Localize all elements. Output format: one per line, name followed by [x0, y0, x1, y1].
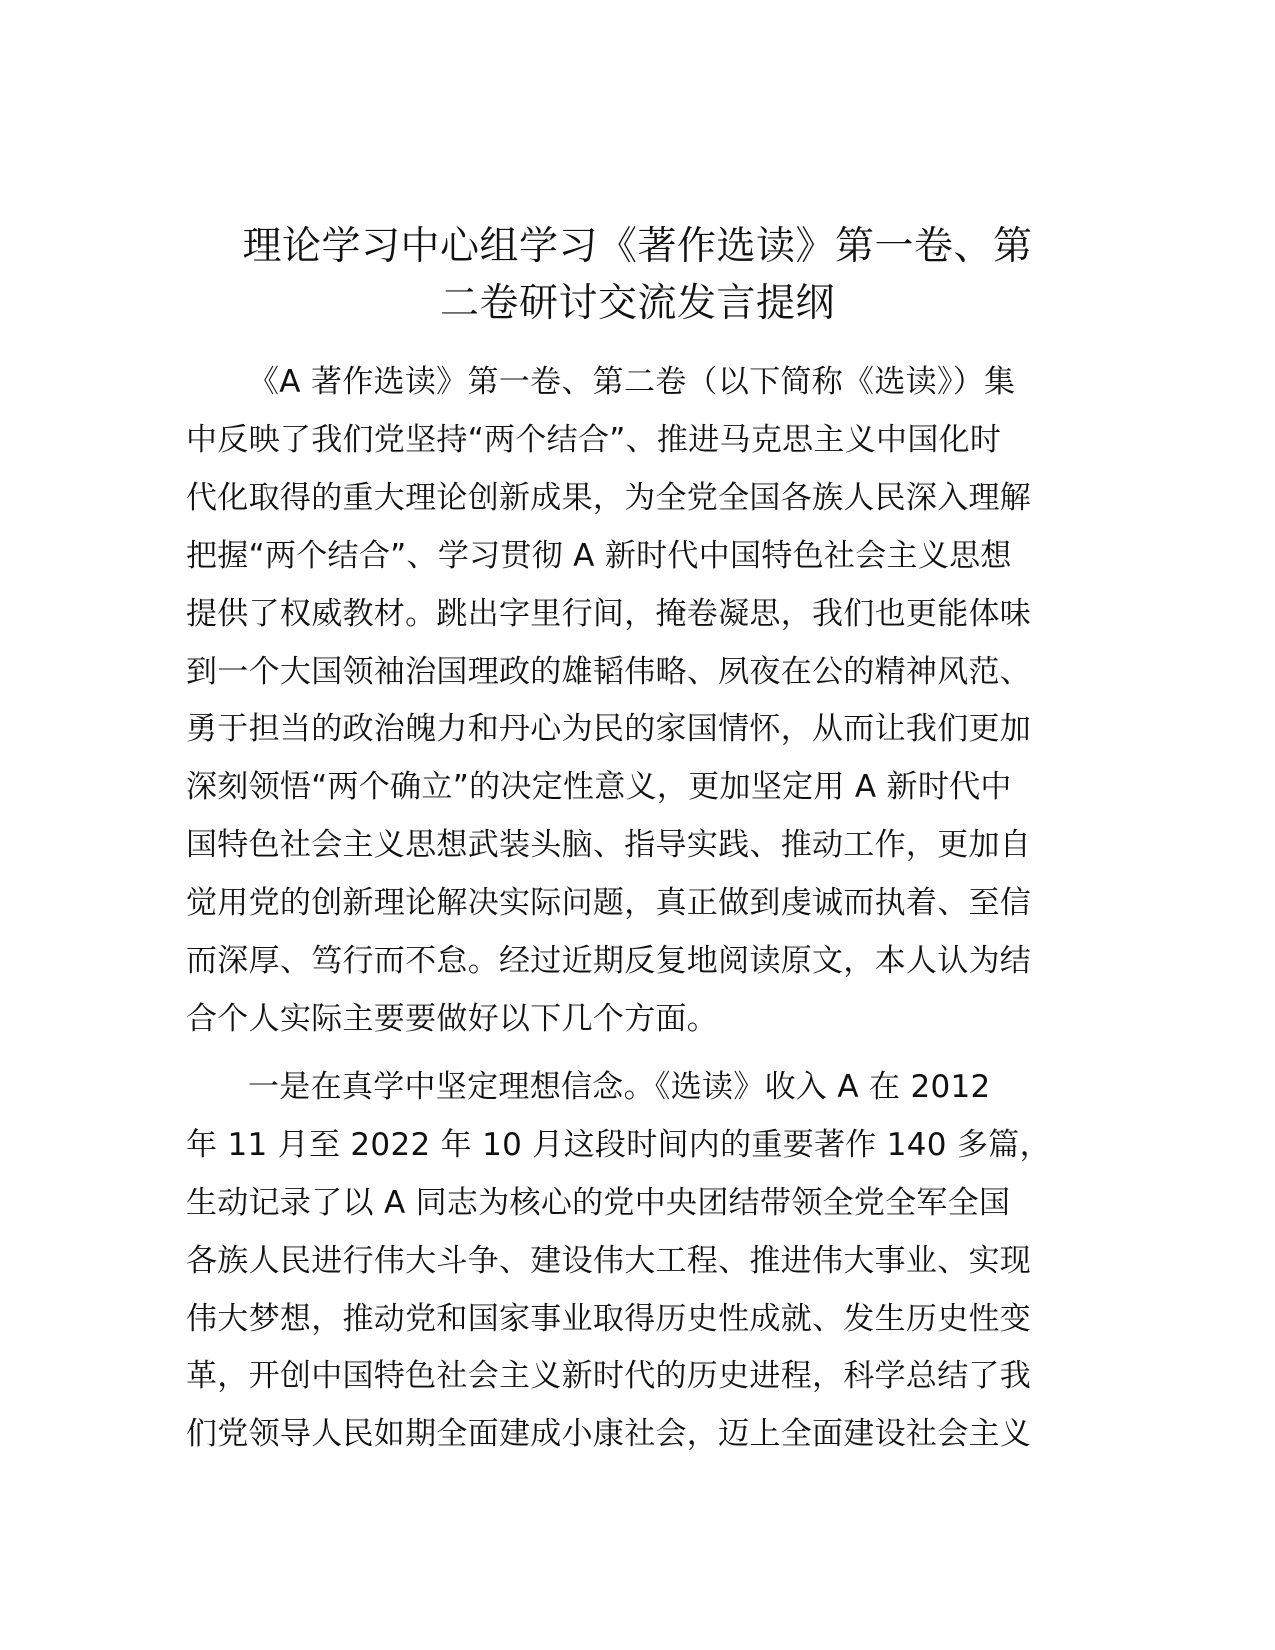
- text-line: 生动记录了以 A 同志为核心的党中央团结带领全党全军全国: [186, 1184, 1011, 1221]
- text-line: 勇于担当的政治魄力和丹心为民的家国情怀，从而让我们更加: [186, 711, 1032, 748]
- paragraph-point-one: [186, 1059, 1086, 1464]
- text-line: 把握“两个结合”、学习贯彻 A 新时代中国特色社会主义思想: [186, 537, 1012, 574]
- text-line: 觉用党的创新理论解决实际问题，真正做到虔诚而执着、至信: [186, 885, 1032, 922]
- paragraph-intro: [186, 354, 1086, 1049]
- text-line: 们党领导人民如期全面建成小康社会，迈上全面建设社会主义: [186, 1416, 1032, 1453]
- text-line: 到一个大国领袖治国理政的雄韬伟略、夙夜在公的精神风范、: [186, 653, 1032, 690]
- text-line: 代化取得的重大理论创新成果，为全党全国各族人民深入理解: [186, 479, 1032, 516]
- text-line: 深刻领悟“两个确立”的决定性意义，更加坚定用 A 新时代中: [186, 769, 1012, 806]
- text-line: 而深厚、笃行而不怠。经过近期反复地阅读原文，本人认为结: [186, 943, 1032, 980]
- title-line-2: 二卷研讨交流发言提纲: [439, 281, 835, 326]
- document-body: [186, 354, 1086, 1474]
- text-line: 提供了权威教材。跳出字里行间，掩卷凝思，我们也更能体味: [186, 595, 1032, 632]
- text-line: 国特色社会主义思想武装头脑、指导实践、推动工作，更加自: [186, 827, 1032, 864]
- text-line: 中反映了我们党坚持“两个结合”、推进马克思主义中国化时: [186, 421, 1002, 458]
- text-line: 一是在真学中坚定理想信念。《选读》收入 A 在 2012: [248, 1068, 991, 1105]
- document-title: [150, 218, 1125, 332]
- text-line: 革，开创中国特色社会主义新时代的历史进程，科学总结了我: [186, 1358, 1032, 1395]
- text-line: 年 11 月至 2022 年 10 月这段时间内的重要著作 140 多篇，: [186, 1126, 1051, 1163]
- text-line: 伟大梦想，推动党和国家事业取得历史性成就、发生历史性变: [186, 1300, 1032, 1337]
- text-line: 合个人实际主要要做好以下几个方面。: [186, 1000, 719, 1037]
- text-line: 《A 著作选读》第一卷、第二卷（以下简称《选读》）集: [248, 364, 1016, 400]
- text-line: 各族人民进行伟大斗争、建设伟大工程、推进伟大事业、实现: [186, 1242, 1032, 1279]
- title-line-1: 理论学习中心组学习《著作选读》第一卷、第: [242, 224, 1033, 269]
